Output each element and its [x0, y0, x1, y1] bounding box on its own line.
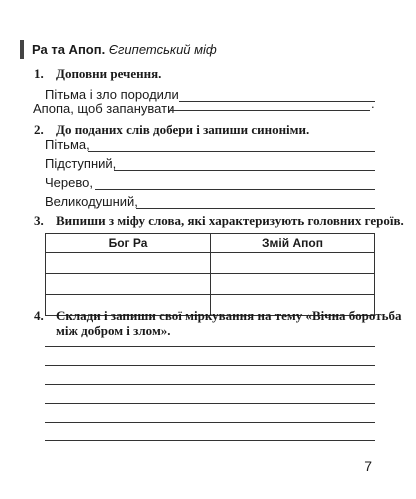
story-title: Ра та Апоп. [32, 42, 106, 57]
essay-line[interactable] [45, 365, 375, 366]
essay-line[interactable] [45, 440, 375, 441]
synonym-answer-line-2[interactable] [114, 170, 375, 171]
synonym-word-4: Великодушний, [45, 194, 138, 209]
synonym-answer-line-4[interactable] [136, 208, 375, 209]
column-header-apop: Змій Апоп [211, 234, 375, 253]
task-1-line-2-text: Апопа, щоб запанувати [33, 101, 175, 116]
task-1-instruction: Доповни речення. [56, 66, 162, 81]
task-3-number: 3. [34, 213, 44, 228]
task-2-number: 2. [34, 122, 44, 137]
section-marker [20, 40, 24, 59]
synonym-word-2: Підступний, [45, 156, 117, 171]
task-4-instruction-line-1: Склади і запиши свої міркування на тему «Вічна боротьба [56, 308, 402, 323]
page-number: 7 [364, 458, 372, 474]
essay-line[interactable] [45, 422, 375, 423]
table-cell[interactable] [211, 274, 375, 295]
synonym-word-3: Черево, [45, 175, 93, 190]
table-cell[interactable] [46, 253, 211, 274]
task-4-instruction-line-2: між добром і злом». [56, 323, 171, 338]
task-1-number: 1. [34, 66, 44, 81]
table-row [46, 253, 375, 274]
synonym-answer-line-3[interactable] [95, 189, 375, 190]
task-4-number: 4. [34, 308, 44, 323]
task-1-line-2-end: . [371, 96, 375, 111]
table-header-row [46, 234, 375, 253]
task-1-answer-line-2[interactable] [168, 110, 370, 111]
task-3-instruction: Випиши з міфу слова, які характеризують головних героїв. [56, 213, 404, 228]
essay-line[interactable] [45, 384, 375, 385]
section-title [32, 42, 217, 57]
table-cell[interactable] [46, 274, 211, 295]
task-1-answer-line-1[interactable] [179, 101, 375, 102]
heroes-table [45, 233, 375, 316]
table-row [46, 274, 375, 295]
task-1-line-1-text: Пітьма і зло породили [45, 87, 179, 102]
table-cell[interactable] [211, 253, 375, 274]
synonym-word-1: Пітьма, [45, 137, 90, 152]
essay-line[interactable] [45, 403, 375, 404]
essay-line[interactable] [45, 346, 375, 347]
synonym-answer-line-1[interactable] [88, 151, 375, 152]
task-2-instruction: До поданих слів добери і запиши синоніми. [56, 122, 310, 137]
story-genre: Єгипетський міф [108, 42, 217, 57]
column-header-ra: Бог Ра [46, 234, 211, 253]
